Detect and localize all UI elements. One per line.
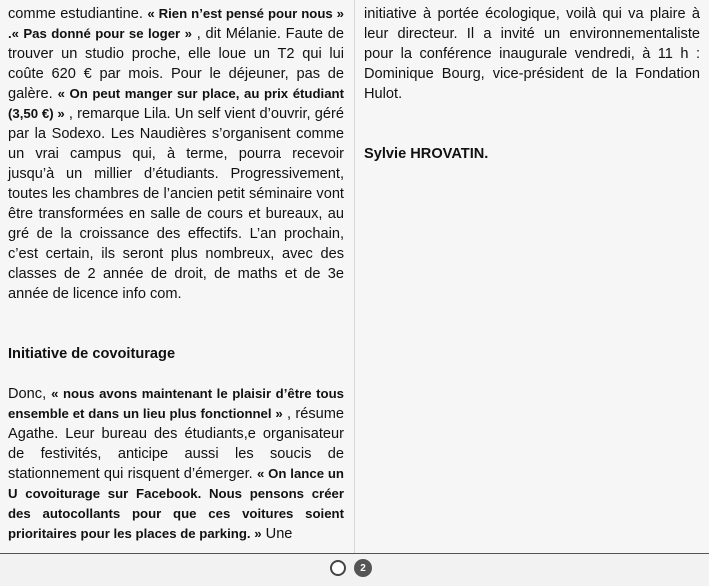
quote-segment: « nous avons maintenant le plaisir d’être tous ensemble et dans un lieu plus fonctionnel » bbox=[8, 386, 344, 421]
text-segment: , dit Mélanie. Faute de trouver un studio proche, elle loue un T2 qui lui coûte 620 € par mois. Pour le déjeuner, pas de galère. bbox=[8, 26, 345, 102]
quote-segment: « On lance un U covoiturage sur Facebook. Nous pensons créer des autocollants pour que ces voitures soient prioritaires pour les places de parking. » bbox=[8, 466, 344, 541]
page-bottom-rule bbox=[0, 553, 709, 554]
text-segment: Une bbox=[261, 526, 293, 542]
author-signature: Sylvie HROVATIN. bbox=[364, 146, 489, 162]
left-column bbox=[8, 4, 344, 544]
quote-segment: « On peut manger sur place, au prix étudiant (3,50 €) » bbox=[8, 86, 344, 121]
right-column bbox=[364, 4, 700, 164]
section-heading: Initiative de covoiturage bbox=[8, 346, 176, 362]
page-dot-1[interactable] bbox=[330, 560, 346, 576]
paragraph-covoiturage bbox=[8, 384, 344, 544]
text-segment: , remarque Lila. Un self vient d’ouvrir, géré par la Sodexo. Les Naudières s’organisent comme un vrai campus qui, à terme, pourra recevoir jusqu’à un millier d’étudiants. Progressivement, toutes les chambres de l’ancien petit séminaire vont être transformées en salle de cours et bureaux, au gré de la croissance des effectifs. L’an prochain, c’est certain, ils seront plus nombreux, avec des classes de 2 année de droit, de maths et de 3e année de licence info com. bbox=[8, 106, 344, 302]
paragraph-campus bbox=[8, 4, 344, 304]
page-dot-current[interactable]: 2 bbox=[354, 559, 372, 577]
page-indicator bbox=[330, 558, 372, 578]
column-divider bbox=[354, 0, 355, 553]
spacer bbox=[8, 304, 344, 344]
quote-segment: « Rien n’est pensé pour nous » .« Pas donné pour se loger » bbox=[8, 6, 345, 41]
paragraph-initiative: initiative à portée écologique, voilà qui va plaire à leur directeur. Il a invité un environnementaliste pour la conférence inaugurale vendredi, à 11 h : Dominique Bourg, vice-président de la Fondation Hulot. bbox=[364, 6, 700, 102]
spacer bbox=[364, 104, 700, 144]
text-segment: , résume Agathe. Leur bureau des étudiants,e organisateur de festivités, anticipe aussi les soucis de stationnement qui risquent d’émerger. bbox=[8, 406, 345, 482]
text-segment: comme estudiantine. bbox=[8, 6, 148, 22]
spacer bbox=[8, 364, 344, 384]
text-segment: Donc, bbox=[8, 386, 52, 402]
